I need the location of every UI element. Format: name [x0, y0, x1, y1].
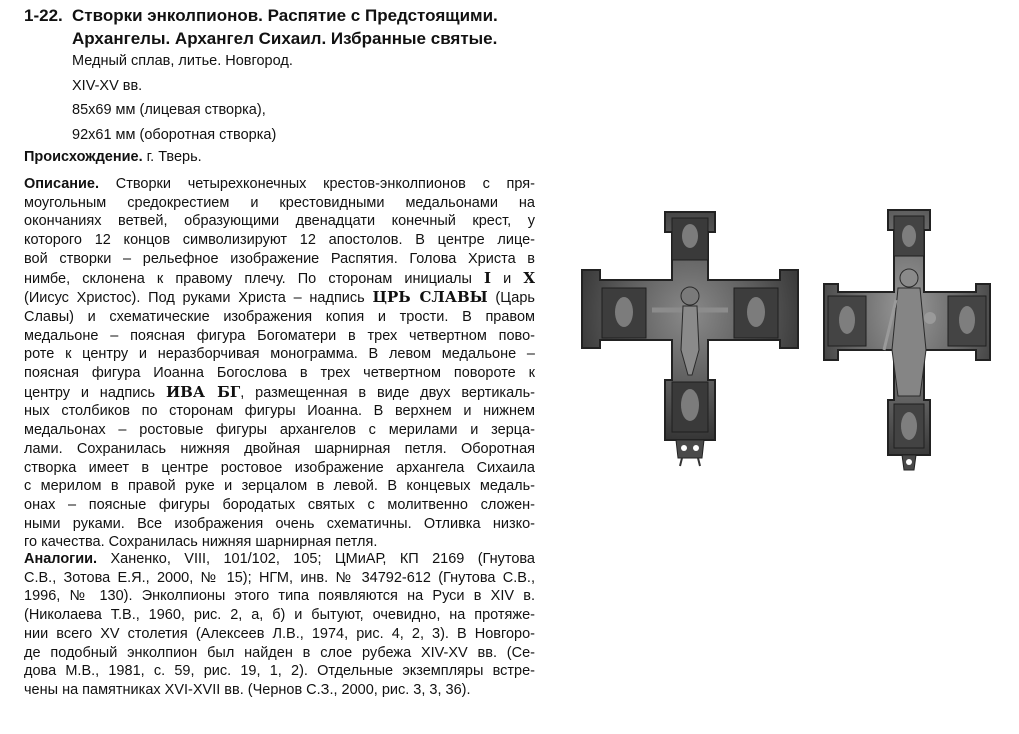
description-text: Створки четырехконечных крестов-энколпионов с пря-	[99, 176, 535, 192]
saint-top-figure	[902, 225, 916, 247]
enkolpion-illustration	[580, 200, 1000, 480]
saint-left-figure	[839, 306, 855, 334]
description-line: ными руками. Все изображения очень схематичны. Отливка низко-	[24, 515, 535, 532]
description-line: с мерилом в правой руке и зерцалом в левой. В концевых медаль-	[24, 478, 535, 495]
inscription-iva-bg: ИВА БГ	[165, 382, 241, 401]
entry-title-line2: Архангелы. Архангел Сихаил. Избранные святые.	[72, 29, 498, 48]
description-line: ных столбиков по сторонам фигуры Иоанна. В верхнем и нижнем	[24, 403, 535, 420]
description-line	[24, 288, 535, 308]
entry-title-line1: Створки энколпионов. Распятие с Предстоящими.	[72, 6, 498, 25]
initial-x: Х	[523, 268, 535, 287]
date: XIV-XV вв.	[72, 77, 143, 94]
provenance-label: Происхождение.	[24, 149, 143, 165]
sikhail-head	[900, 269, 918, 287]
saint-bottom-figure	[901, 412, 917, 440]
description-line: медальоне – поясная фигура Богоматери в трех четвертном пово-	[24, 327, 535, 344]
provenance	[24, 148, 535, 167]
description-line	[24, 383, 535, 403]
theotokos-figure	[747, 297, 765, 327]
description-line: онах – поясные фигуры бородатых святых с молитвенно сложен-	[24, 496, 535, 513]
sikhail-body	[892, 288, 926, 396]
size-front: 85х69 мм (лицевая створка),	[72, 102, 266, 118]
description-text: нимбе, склонена к правому плечу. По сторонам инициалы	[24, 270, 485, 287]
description-text: (Царь	[487, 290, 535, 307]
description-text: (Иисус Христос). Под руками Христа – надпись	[24, 290, 373, 307]
front-hinge	[676, 440, 704, 458]
john-figure	[615, 297, 633, 327]
entry-heading	[24, 4, 498, 50]
entry-number: 1-22.	[24, 6, 63, 25]
description-text: , размещенная в виде двух вертикаль-	[240, 384, 536, 401]
hinge-hole	[906, 459, 912, 465]
size-back: 92х61 мм (оборотная створка)	[72, 126, 277, 143]
analogies-line: С.В., Зотова Е.Я., 2000, № 15); НГМ, инв. № 34792-612 (Гнутова С.В.,	[24, 569, 535, 586]
mirror-orb	[924, 312, 936, 324]
analogies-label: Аналогии.	[24, 551, 98, 567]
analogies-line	[24, 550, 535, 569]
analogies-line: де подобный энколпион был найден в слое рубежа XIV-XV вв. (Се-	[24, 644, 535, 661]
description-line: Славы) и схематические изображения копия и трости. В правом	[24, 308, 535, 325]
analogies-line: 1996, № 130). Энколпионы этого типа появляются на Руси в XIV в.	[24, 588, 535, 605]
analogies-text: Ханенко, VIII, 101/102, 105; ЦМиАР, КП 2169 (Гнутова	[97, 551, 535, 567]
hinge-hole	[693, 445, 699, 451]
hinge-tab	[698, 458, 700, 466]
inscription-tsar-slavy: ЦРЬ СЛАВЫ	[372, 288, 488, 307]
description-line	[24, 175, 535, 194]
description	[24, 175, 535, 552]
description-line	[24, 269, 535, 289]
description-line: которого 12 концов символизируют 12 апостолов. В центре лице-	[24, 232, 535, 249]
analogies	[24, 550, 535, 700]
hinge-hole	[681, 445, 687, 451]
description-line: го качества. Сохранилась нижняя шарнирная петля.	[24, 534, 378, 551]
object-meta	[72, 49, 293, 147]
front-leaf	[582, 212, 798, 466]
description-line: створка имеет в центре ростовое изображение архангела Сихаила	[24, 459, 535, 476]
saint-right-figure	[959, 306, 975, 334]
archangel-top-figure	[682, 224, 698, 248]
analogies-line: (Николаева Т.В., 1960, рис. 2, а, б) и бытуют, очевидно, на протяже-	[24, 607, 535, 624]
description-line: медальонах – ростовые фигуры архангелов с мерилами и зерца-	[24, 422, 535, 439]
hinge-tab	[680, 458, 682, 466]
archangel-bottom-figure	[681, 389, 699, 421]
description-text: и	[491, 270, 524, 287]
provenance-text: г. Тверь.	[142, 149, 202, 165]
description-text: центру и надпись	[24, 384, 166, 401]
initial-i: І	[484, 268, 492, 287]
material: Медный сплав, литье. Новгород.	[72, 53, 293, 69]
description-line: вой створки – рельефное изображение Распятия. Голова Христа в	[24, 250, 535, 267]
christ-head	[681, 287, 699, 305]
description-line: роте к центру и неразборчивая монограмма. В левом медальоне –	[24, 346, 535, 363]
description-label: Описание.	[24, 176, 100, 192]
analogies-line: чены на памятниках XVI-XVII вв. (Чернов С.З., 2000, рис. 3, 3, 36).	[24, 681, 471, 698]
description-line: моугольным средокрестием и крестовидными медальонами на	[24, 194, 535, 211]
description-line: лами. Сохранилась нижняя двойная шарнирная петля. Оборотная	[24, 440, 535, 457]
analogies-line: дова М.В., 1981, с. 59, рис. 19, 1, 2). Отдельные экземпляры встре-	[24, 663, 535, 680]
back-leaf	[824, 210, 990, 470]
enkolpion-photo	[580, 200, 1000, 480]
description-line: окончаниях ветвей, образующими двенадцати конечный крест, у	[24, 213, 535, 230]
description-line: поясная фигура Иоанна Богослова в трех четвертном повороте к	[24, 365, 535, 382]
analogies-line: нии всего XV столетия (Алексеев Л.В., 1974, рис. 4, 2, 3). В Новгоро-	[24, 625, 535, 642]
